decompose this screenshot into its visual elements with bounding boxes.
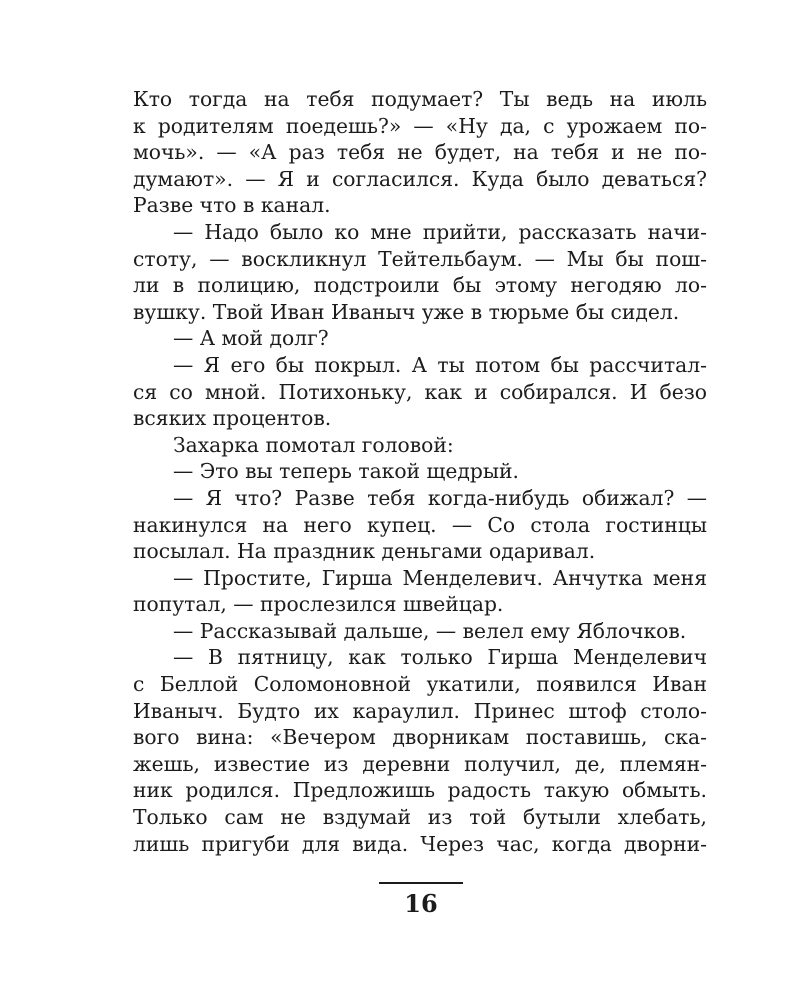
text-line: вого вина: «Вечером дворникам поставишь, ска- (133, 725, 707, 750)
text-line: Иваныч. Будто их караулил. Принес штоф столо- (133, 698, 707, 723)
text-line: — Простите, Гирша Менделевич. Анчутка меня (173, 565, 707, 590)
text-line: ник родился. Предложишь радость такую обмыть. (133, 778, 707, 803)
text-line: Кто тогда на тебя подумает? Ты ведь на июль (133, 87, 707, 111)
text-line: — Рассказывай дальше, — велел ему Яблочков. (173, 618, 687, 643)
text-line: — Надо было ко мне прийти, рассказать начи- (173, 219, 707, 244)
text-line: Разве что в канал. (133, 193, 331, 218)
text-line: ся со мной. Потихоньку, как и собирался. И безо (133, 379, 707, 404)
text-line: — В пятницу, как только Гирша Менделевич (173, 645, 707, 670)
text-line: посылал. На праздник деньгами одаривал. (133, 539, 596, 564)
text-line: к родителям поедешь?» — «Ну да, с урожаем по- (133, 113, 707, 138)
text-line: думают». — Я и согласился. Куда было деваться? (133, 166, 707, 191)
text-line: мочь». — «А раз тебя не будет, на тебя и не по- (133, 140, 707, 165)
page-number: 16 (404, 889, 438, 918)
text-line: Только сам не вздумай из той бутыли хлебать, (133, 805, 707, 830)
text-line: с Беллой Соломоновной укатили, появился Иван (133, 672, 707, 697)
text-line: — Я его бы покрыл. А ты потом бы рассчитал- (173, 352, 707, 377)
text-line: — Я что? Разве тебя когда-нибудь обижал? — (173, 485, 707, 510)
text-line: жешь, известие из деревни получил, де, племян- (133, 751, 707, 776)
page-text (133, 86, 707, 857)
text-line: — Это вы теперь такой щедрый. (173, 459, 519, 484)
text-line: вушку. Твой Иван Иваныч уже в тюрьме бы сидел. (133, 299, 680, 324)
text-line: ли в полицию, подстроили бы этому негодяю ло- (133, 273, 707, 298)
text-line: — А мой долг? (173, 326, 329, 351)
text-line: Захарка помотал головой: (173, 432, 454, 457)
text-line: стоту, — воскликнул Тейтельбаум. — Мы бы пош- (133, 246, 707, 271)
text-line: всяких процентов. (133, 406, 332, 431)
text-line: попутал, — прослезился швейцар. (133, 592, 504, 617)
text-line: лишь пригуби для вида. Через час, когда дворни- (133, 831, 707, 856)
footer-rule (379, 882, 463, 884)
text-line: накинулся на него купец. — Со стола гостинцы (133, 512, 707, 537)
